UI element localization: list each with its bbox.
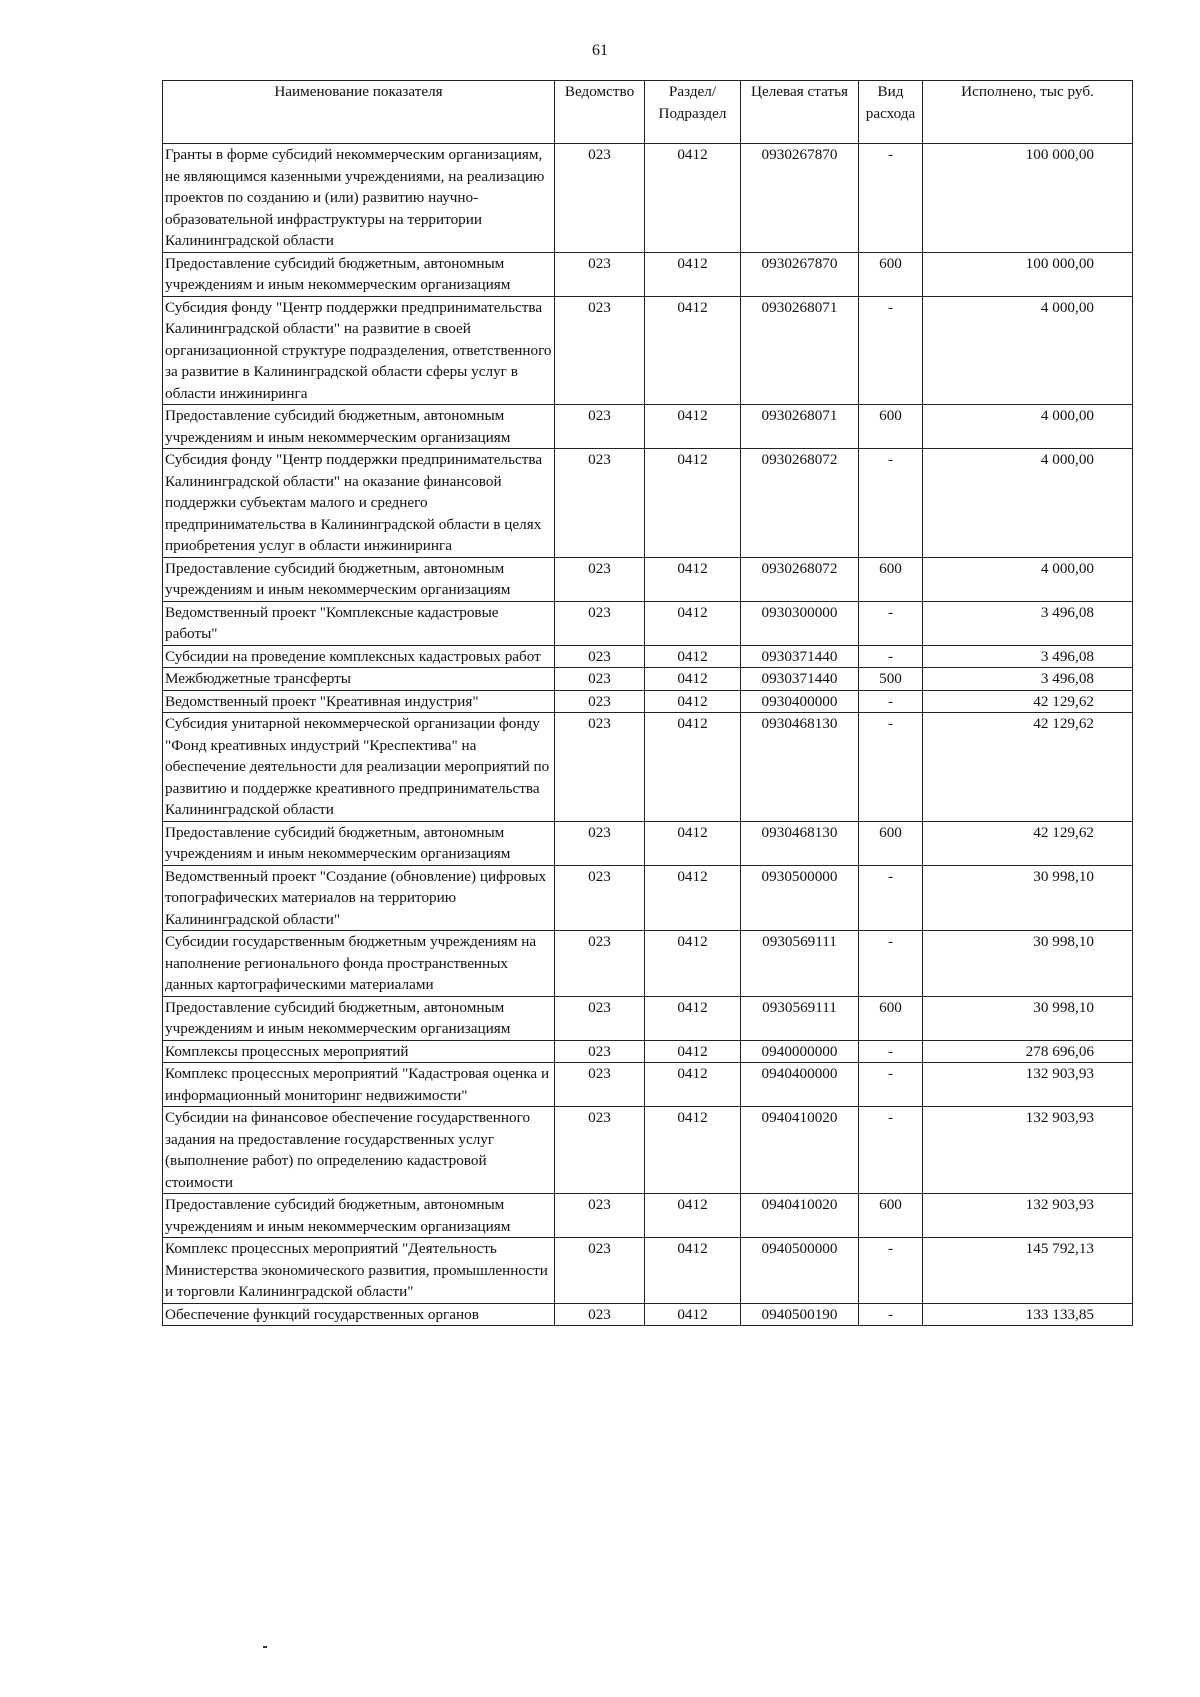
row-section: 0412 xyxy=(645,865,741,931)
row-target-article: 0930268071 xyxy=(741,405,859,449)
row-section: 0412 xyxy=(645,821,741,865)
row-indicator-name: Обеспечение функций государственных органов xyxy=(163,1303,555,1326)
row-expense-type: - xyxy=(859,1107,923,1194)
header-expense-type: Вид расхода xyxy=(859,81,923,144)
row-target-article: 0930500000 xyxy=(741,865,859,931)
row-target-article: 0930569111 xyxy=(741,996,859,1040)
row-target-article: 0940400000 xyxy=(741,1063,859,1107)
table-row xyxy=(163,405,1133,449)
row-department: 023 xyxy=(555,296,645,405)
row-target-article: 0930400000 xyxy=(741,690,859,713)
table-row xyxy=(163,449,1133,558)
row-executed-amount: 278 696,06 xyxy=(923,1040,1133,1063)
table-row xyxy=(163,690,1133,713)
table-row xyxy=(163,144,1133,253)
row-section: 0412 xyxy=(645,1107,741,1194)
row-executed-amount: 132 903,93 xyxy=(923,1063,1133,1107)
row-indicator-name: Предоставление субсидий бюджетным, автономным учреждениям и иным некоммерческим организациям xyxy=(163,996,555,1040)
row-expense-type: - xyxy=(859,713,923,822)
row-executed-amount: 3 496,08 xyxy=(923,668,1133,691)
table-header xyxy=(163,81,1133,144)
row-executed-amount: 4 000,00 xyxy=(923,557,1133,601)
table-row xyxy=(163,557,1133,601)
row-indicator-name: Комплексы процессных мероприятий xyxy=(163,1040,555,1063)
row-indicator-name: Комплекс процессных мероприятий "Деятельность Министерства экономического развития, промышленности и торговли Калининградской области" xyxy=(163,1238,555,1304)
row-department: 023 xyxy=(555,690,645,713)
row-section: 0412 xyxy=(645,1238,741,1304)
table-row xyxy=(163,996,1133,1040)
row-indicator-name: Субсидии на финансовое обеспечение государственного задания на предоставление государственных услуг (выполнение работ) по определению кадастровой стоимости xyxy=(163,1107,555,1194)
row-indicator-name: Субсидия фонду "Центр поддержки предпринимательства Калининградской области" на оказание финансовой поддержки субъектам малого и среднего предпринимательства в Калининградской области в целях приобретения услуг в области инжиниринга xyxy=(163,449,555,558)
row-indicator-name: Субсидия унитарной некоммерческой организации фонду "Фонд креативных индустрий "Креспектива" на обеспечение деятельности для реализации мероприятий по развитию и поддержке креативного предпринимательства Калининградской области xyxy=(163,713,555,822)
row-section: 0412 xyxy=(645,668,741,691)
row-target-article: 0940410020 xyxy=(741,1194,859,1238)
row-department: 023 xyxy=(555,1303,645,1326)
row-target-article: 0930371440 xyxy=(741,668,859,691)
row-section: 0412 xyxy=(645,601,741,645)
row-department: 023 xyxy=(555,1040,645,1063)
row-indicator-name: Ведомственный проект "Комплексные кадастровые работы" xyxy=(163,601,555,645)
row-indicator-name: Ведомственный проект "Создание (обновление) цифровых топографических материалов на территорию Калининградской области" xyxy=(163,865,555,931)
row-target-article: 0930267870 xyxy=(741,144,859,253)
row-executed-amount: 4 000,00 xyxy=(923,405,1133,449)
row-section: 0412 xyxy=(645,645,741,668)
row-target-article: 0940410020 xyxy=(741,1107,859,1194)
row-executed-amount: 42 129,62 xyxy=(923,713,1133,822)
row-target-article: 0930268071 xyxy=(741,296,859,405)
row-target-article: 0930468130 xyxy=(741,713,859,822)
row-department: 023 xyxy=(555,668,645,691)
row-section: 0412 xyxy=(645,931,741,997)
row-target-article: 0940500190 xyxy=(741,1303,859,1326)
table-row xyxy=(163,1194,1133,1238)
header-row xyxy=(163,81,1133,144)
row-indicator-name: Субсидии на проведение комплексных кадастровых работ xyxy=(163,645,555,668)
page-number: 61 xyxy=(592,42,608,59)
row-target-article: 0940500000 xyxy=(741,1238,859,1304)
table-row xyxy=(163,296,1133,405)
header-department: Ведомство xyxy=(555,81,645,144)
row-indicator-name: Комплекс процессных мероприятий "Кадастровая оценка и информационный мониторинг недвижимости" xyxy=(163,1063,555,1107)
row-expense-type: - xyxy=(859,1238,923,1304)
header-section: Раздел/ Подраздел xyxy=(645,81,741,144)
table-row xyxy=(163,645,1133,668)
row-target-article: 0930268072 xyxy=(741,449,859,558)
row-expense-type: 600 xyxy=(859,996,923,1040)
row-expense-type: 600 xyxy=(859,1194,923,1238)
row-department: 023 xyxy=(555,144,645,253)
row-department: 023 xyxy=(555,1063,645,1107)
row-target-article: 0930569111 xyxy=(741,931,859,997)
row-target-article: 0940000000 xyxy=(741,1040,859,1063)
table-body xyxy=(163,144,1133,1326)
row-section: 0412 xyxy=(645,449,741,558)
row-department: 023 xyxy=(555,865,645,931)
row-department: 023 xyxy=(555,601,645,645)
row-indicator-name: Субсидия фонду "Центр поддержки предпринимательства Калининградской области" на развитие в своей организационной структуре подразделения, ответственного за развитие в Калининградской области сферы услуг в области инжиниринга xyxy=(163,296,555,405)
table-row xyxy=(163,668,1133,691)
row-department: 023 xyxy=(555,931,645,997)
row-expense-type: - xyxy=(859,690,923,713)
row-indicator-name: Предоставление субсидий бюджетным, автономным учреждениям и иным некоммерческим организациям xyxy=(163,1194,555,1238)
row-department: 023 xyxy=(555,821,645,865)
row-target-article: 0930468130 xyxy=(741,821,859,865)
row-executed-amount: 4 000,00 xyxy=(923,449,1133,558)
row-indicator-name: Предоставление субсидий бюджетным, автономным учреждениям и иным некоммерческим организациям xyxy=(163,821,555,865)
row-section: 0412 xyxy=(645,296,741,405)
row-expense-type: - xyxy=(859,449,923,558)
row-section: 0412 xyxy=(645,1040,741,1063)
table-row xyxy=(163,601,1133,645)
row-expense-type: - xyxy=(859,296,923,405)
table-row xyxy=(163,1040,1133,1063)
row-expense-type: - xyxy=(859,144,923,253)
header-indicator-name: Наименование показателя xyxy=(163,81,555,144)
row-executed-amount: 42 129,62 xyxy=(923,821,1133,865)
row-executed-amount: 145 792,13 xyxy=(923,1238,1133,1304)
row-indicator-name: Предоставление субсидий бюджетным, автономным учреждениям и иным некоммерческим организациям xyxy=(163,252,555,296)
row-section: 0412 xyxy=(645,690,741,713)
row-department: 023 xyxy=(555,1194,645,1238)
row-section: 0412 xyxy=(645,144,741,253)
table-row xyxy=(163,865,1133,931)
row-department: 023 xyxy=(555,645,645,668)
table-row xyxy=(163,821,1133,865)
row-section: 0412 xyxy=(645,713,741,822)
row-department: 023 xyxy=(555,996,645,1040)
row-executed-amount: 133 133,85 xyxy=(923,1303,1133,1326)
row-executed-amount: 4 000,00 xyxy=(923,296,1133,405)
table-row xyxy=(163,713,1133,822)
row-expense-type: 600 xyxy=(859,557,923,601)
row-executed-amount: 100 000,00 xyxy=(923,144,1133,253)
budget-table xyxy=(162,80,1133,1326)
row-executed-amount: 30 998,10 xyxy=(923,996,1133,1040)
row-department: 023 xyxy=(555,1238,645,1304)
row-expense-type: 600 xyxy=(859,252,923,296)
row-indicator-name: Ведомственный проект "Креативная индустрия" xyxy=(163,690,555,713)
row-section: 0412 xyxy=(645,996,741,1040)
row-expense-type: 600 xyxy=(859,405,923,449)
row-expense-type: - xyxy=(859,601,923,645)
row-section: 0412 xyxy=(645,557,741,601)
row-target-article: 0930268072 xyxy=(741,557,859,601)
row-expense-type: - xyxy=(859,931,923,997)
table-row xyxy=(163,931,1133,997)
row-indicator-name: Субсидии государственным бюджетным учреждениям на наполнение регионального фонда пространственных данных картографическими материалами xyxy=(163,931,555,997)
row-department: 023 xyxy=(555,1107,645,1194)
row-department: 023 xyxy=(555,713,645,822)
row-executed-amount: 132 903,93 xyxy=(923,1194,1133,1238)
table-row xyxy=(163,1238,1133,1304)
row-section: 0412 xyxy=(645,1303,741,1326)
row-indicator-name: Гранты в форме субсидий некоммерческим организациям, не являющимся казенными учреждениями, на реализацию проектов по созданию и (или) развитию научно-образовательной инфраструктуры на территории Калининградской области xyxy=(163,144,555,253)
row-expense-type: 600 xyxy=(859,821,923,865)
row-expense-type: - xyxy=(859,645,923,668)
header-executed-amount: Исполнено, тыс руб. xyxy=(923,81,1133,144)
row-indicator-name: Предоставление субсидий бюджетным, автономным учреждениям и иным некоммерческим организациям xyxy=(163,557,555,601)
row-expense-type: - xyxy=(859,1040,923,1063)
row-executed-amount: 42 129,62 xyxy=(923,690,1133,713)
row-target-article: 0930300000 xyxy=(741,601,859,645)
table-row xyxy=(163,1063,1133,1107)
row-executed-amount: 100 000,00 xyxy=(923,252,1133,296)
row-target-article: 0930371440 xyxy=(741,645,859,668)
header-target-article: Целевая статья xyxy=(741,81,859,144)
row-department: 023 xyxy=(555,252,645,296)
table-row xyxy=(163,1303,1133,1326)
row-section: 0412 xyxy=(645,405,741,449)
row-executed-amount: 30 998,10 xyxy=(923,931,1133,997)
row-expense-type: - xyxy=(859,1303,923,1326)
row-executed-amount: 3 496,08 xyxy=(923,601,1133,645)
table-row xyxy=(163,1107,1133,1194)
row-expense-type: 500 xyxy=(859,668,923,691)
row-expense-type: - xyxy=(859,1063,923,1107)
row-department: 023 xyxy=(555,557,645,601)
row-executed-amount: 3 496,08 xyxy=(923,645,1133,668)
row-expense-type: - xyxy=(859,865,923,931)
row-indicator-name: Предоставление субсидий бюджетным, автономным учреждениям и иным некоммерческим организациям xyxy=(163,405,555,449)
row-indicator-name: Межбюджетные трансферты xyxy=(163,668,555,691)
row-department: 023 xyxy=(555,449,645,558)
row-section: 0412 xyxy=(645,252,741,296)
table-row xyxy=(163,252,1133,296)
row-section: 0412 xyxy=(645,1194,741,1238)
row-executed-amount: 132 903,93 xyxy=(923,1107,1133,1194)
row-target-article: 0930267870 xyxy=(741,252,859,296)
row-department: 023 xyxy=(555,405,645,449)
row-section: 0412 xyxy=(645,1063,741,1107)
stray-mark xyxy=(263,1646,267,1648)
row-executed-amount: 30 998,10 xyxy=(923,865,1133,931)
